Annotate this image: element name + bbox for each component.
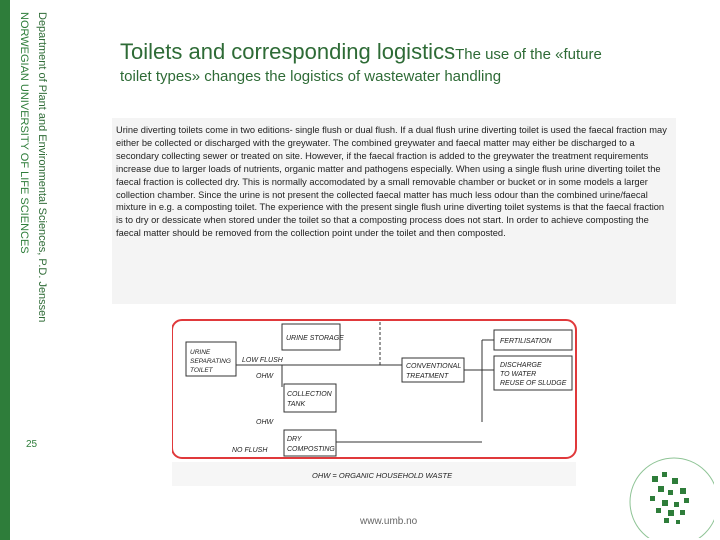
- urine-toilet-line1: URINE: [190, 349, 211, 356]
- body-text: Urine diverting toilets come in two editions- single flush or dual flush. If a dual flush urine diverting toilet is used the faecal fraction may either be collected or discharged with the greywater. The combined greywater and faecal matter may either be discharged to a secondary collecting sewer or treated on site. However, if the faecal fraction is added to the greywater the treatment requirements increase due to larger loads of nutrients, organic matter and pathogens especially. When using a single flush urine diverting toilet the faecal fraction is collected dry. This is normally accomodated by a small removable chamber or bucket or in some models a larger collection chamber. Since the urine is not present the collected faecal matter has much less odour than the combined urine/faecal mixture in e.g. a composting toilet. The experience with the present single flush urine diverting toilet systems is that the faecal fraction is to dry or dessicate when stored under the toilet so that a composting process does not start. In order to achieve composting the faecal matter should be removed from the collection point under the toilet and then composted.: [116, 125, 667, 239]
- dry-composting-line2: COMPOSTING: [287, 446, 335, 453]
- dry-composting-line1: DRY: [287, 436, 302, 443]
- page-number: 25: [26, 439, 38, 450]
- discharge-line3: REUSE OF SLUDGE: [500, 380, 567, 387]
- conventional-line1: CONVENTIONAL: [406, 363, 462, 370]
- urine-toilet-line2: SEPARATING: [190, 358, 231, 365]
- discharge-line2: TO WATER: [500, 371, 537, 378]
- department-label: Department of Plant and Environmental Sciences, P.D. Jenssen: [36, 12, 48, 323]
- footer-url[interactable]: www.umb.no: [360, 516, 418, 527]
- no-flush-label: NO FLUSH: [232, 447, 268, 454]
- slide-title: [120, 38, 680, 69]
- university-label: NORWEGIAN UNIVERSITY OF LIFE SCIENCES: [18, 12, 30, 254]
- body-text-box: [112, 118, 676, 304]
- collection-tank-line2: TANK: [287, 401, 306, 408]
- collection-tank-line1: COLLECTION: [287, 391, 332, 398]
- conventional-line2: TREATMENT: [406, 373, 449, 380]
- title-tail: The use of the «future: [455, 46, 602, 63]
- urine-toilet-line3: TOILET: [190, 367, 213, 374]
- title-main: Toilets and corresponding logistics: [120, 39, 456, 64]
- university-seal-logo: [618, 446, 714, 538]
- urine-storage-label: URINE STORAGE: [286, 335, 344, 342]
- discharge-line1: DISCHARGE: [500, 362, 542, 369]
- diagram-legend: OHW = ORGANIC HOUSEHOLD WASTE: [312, 471, 453, 480]
- low-flush-label: LOW FLUSH: [242, 357, 283, 364]
- logistics-diagram: [172, 312, 582, 488]
- sidebar-accent-bar: [0, 0, 10, 540]
- ohw-label-1: OHW: [256, 373, 274, 380]
- fertilisation-label: FERTILISATION: [500, 338, 552, 345]
- slide-subtitle: toilet types» changes the logistics of wastewater handling: [120, 68, 502, 85]
- ohw-label-2: OHW: [256, 419, 274, 426]
